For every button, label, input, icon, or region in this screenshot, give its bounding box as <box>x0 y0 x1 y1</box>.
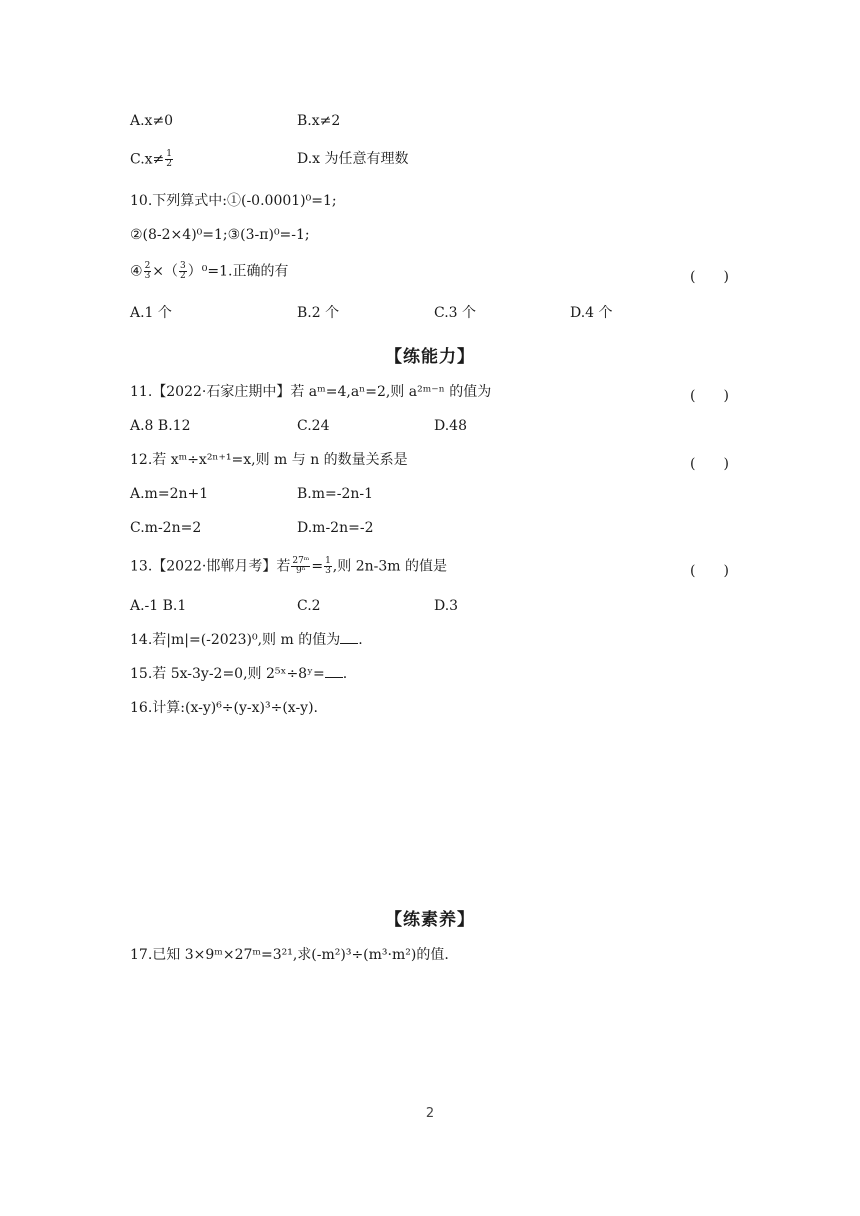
q10-option-a: A.1 个 <box>130 305 172 321</box>
q15-prefix: 15.若 5x-3y-2=0,则 2⁵ˣ÷8ʸ= <box>130 666 325 682</box>
q13-fraction-2: $\frac{1}{3}$ <box>325 556 331 576</box>
q11-option-d: D.48 <box>434 418 467 434</box>
q13-equals: = <box>311 558 324 575</box>
q14-prefix: 14.若|m|=(-2023)⁰,则 m 的值为 <box>130 632 341 648</box>
q15-text <box>130 665 347 683</box>
q16-text: 16.计算:(x-y)⁶÷(y-x)³÷(x-y). <box>130 700 319 716</box>
q10-fraction-1: $\frac{2}{3}$ <box>144 261 151 281</box>
q14-suffix: . <box>358 632 363 648</box>
q14-answer-blank[interactable] <box>340 631 358 644</box>
q12-text: 12.若 xᵐ÷x²ⁿ⁺¹=x,则 m 与 n 的数量关系是 <box>130 452 408 468</box>
section-heading-ability: 【练能力】 <box>385 347 475 367</box>
q12-option-a: A.m=2n+1 <box>130 486 209 502</box>
q12-option-c: C.m-2n=2 <box>130 520 202 536</box>
q10-line-2: ②(8-2×4)⁰=1;③(3-π)⁰=-1; <box>130 227 310 243</box>
q13-answer-paren: ( ) <box>690 563 729 579</box>
q11-answer-paren: ( ) <box>690 388 729 404</box>
q14-text <box>130 631 363 649</box>
q12-option-b: B.m=-2n-1 <box>297 486 374 502</box>
q11-option-c: C.24 <box>297 418 330 434</box>
q10-fraction-2: $\frac{3}{2}$ <box>180 261 186 281</box>
q13-option-ab: A.-1 B.1 <box>130 598 187 614</box>
page-number: 2 <box>425 1106 435 1121</box>
q10-line-3-prefix: ④ <box>130 263 143 280</box>
q13-text <box>130 557 447 576</box>
q17-text: 17.已知 3×9ᵐ×27ᵐ=3²¹,求(-m²)³÷(m³·m²)的值. <box>130 947 449 963</box>
q13-suffix: ,则 2n-3m 的值是 <box>332 558 447 575</box>
q11-option-ab: A.8 B.12 <box>130 418 191 434</box>
q10-line-3 <box>130 262 288 281</box>
q10-option-c: C.3 个 <box>434 305 477 321</box>
q15-answer-blank[interactable] <box>325 665 343 678</box>
q10-option-b: B.2 个 <box>297 305 340 321</box>
q13-option-d: D.3 <box>434 598 459 614</box>
q13-option-c: C.2 <box>297 598 321 614</box>
q12-option-d: D.m-2n=-2 <box>297 520 374 536</box>
q10-answer-paren: ( ) <box>690 269 729 285</box>
q15-suffix: . <box>342 666 348 682</box>
q12-answer-paren: ( ) <box>690 456 729 472</box>
q9-option-b: B.x≠2 <box>297 113 341 129</box>
q9-option-c-fraction: $\frac{1}{2}$ <box>166 149 173 169</box>
q11-text: 11.【2022·石家庄期中】若 aᵐ=4,aⁿ=2,则 a²ᵐ⁻ⁿ 的值为 <box>130 384 492 400</box>
q10-line-3-mid: ×（ <box>152 263 179 280</box>
q10-line-3-suffix: ）⁰=1.正确的有 <box>187 263 289 280</box>
q9-option-d: D.x 为任意有理数 <box>297 151 409 167</box>
q9-option-c-prefix: C.x≠ <box>130 151 165 168</box>
q13-prefix: 13.【2022·邯郸月考】若 <box>130 558 291 575</box>
q9-option-a: A.x≠0 <box>130 113 174 129</box>
q9-option-c <box>130 150 174 169</box>
q10-line-1: 10.下列算式中:①(-0.0001)⁰=1; <box>130 193 337 209</box>
q13-fraction-1: $\frac{\text{27ᵐ}}{\text{9ⁿ}}$ <box>292 556 310 576</box>
section-heading-literacy: 【练素养】 <box>385 910 475 930</box>
q10-option-d: D.4 个 <box>570 305 613 321</box>
